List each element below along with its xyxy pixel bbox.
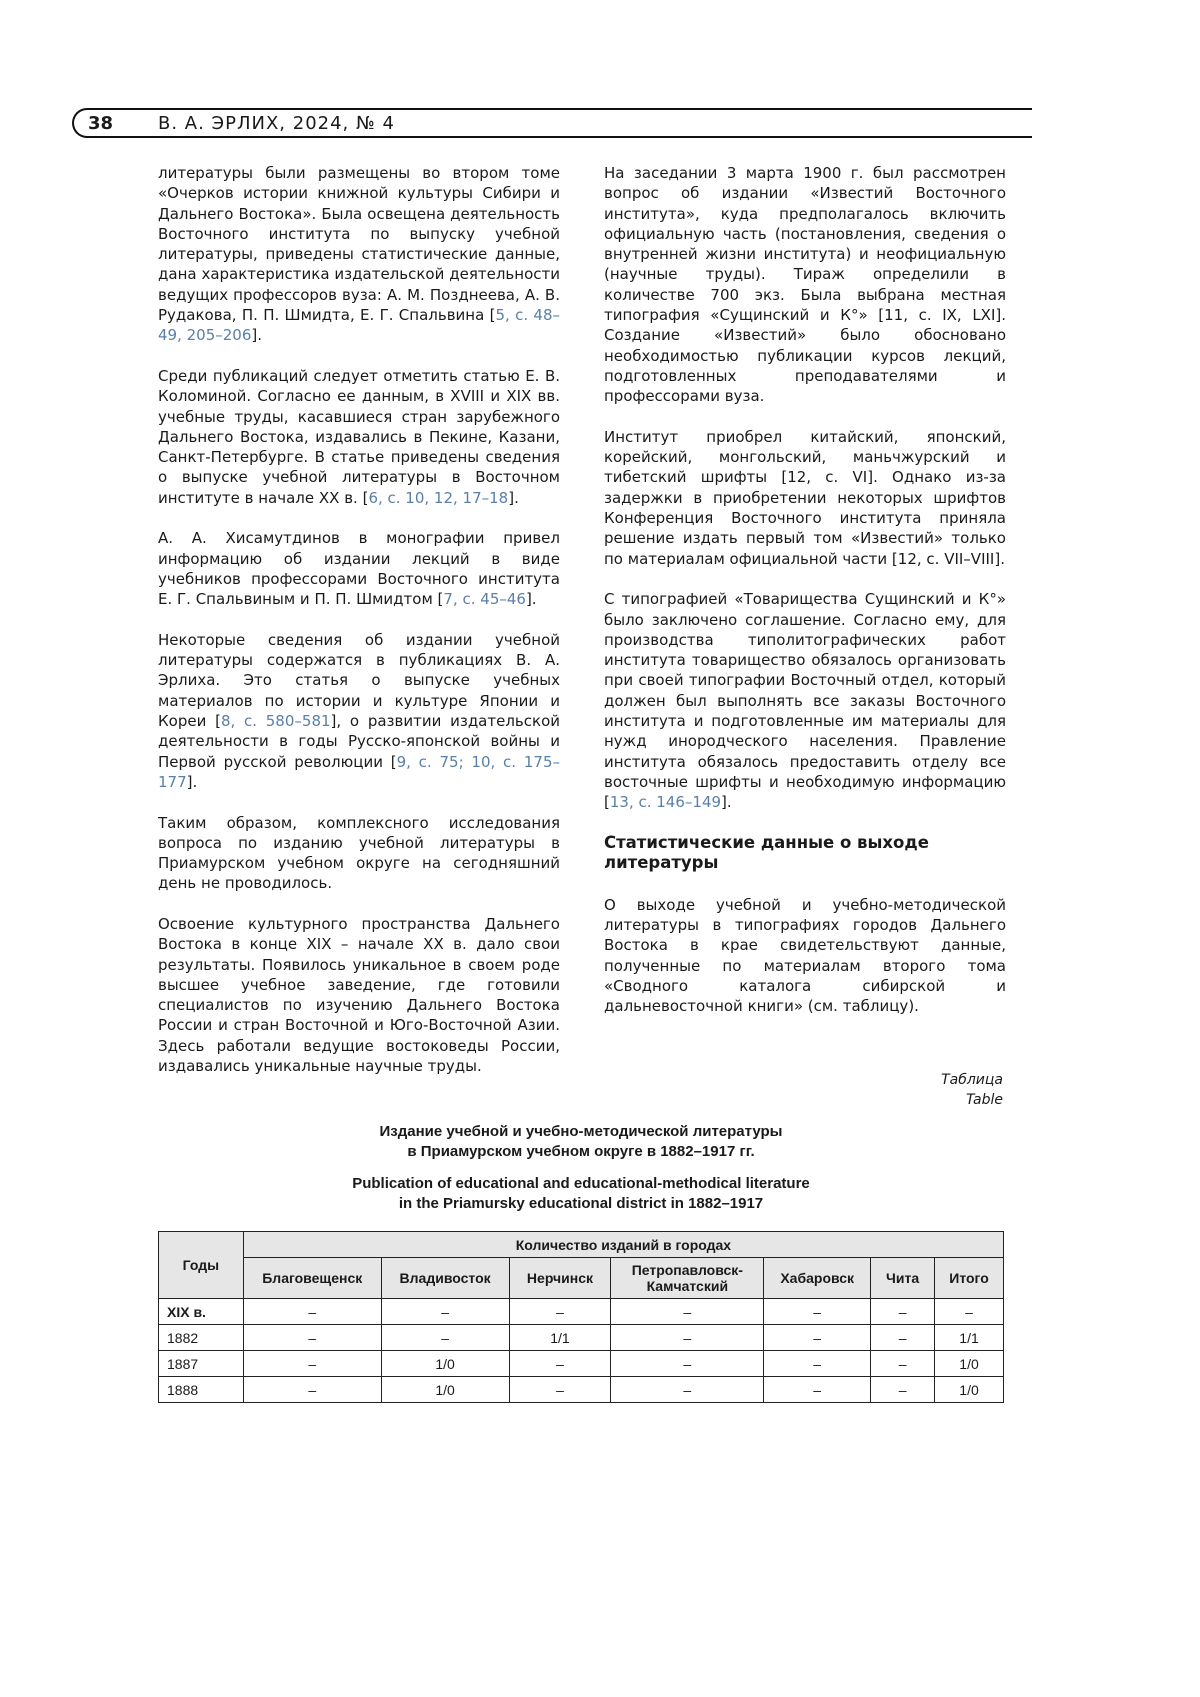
text: ], о развитии издательской деятельности в годы Русско-японской войны и Первой русской революции [ xyxy=(158,712,561,771)
citation-link[interactable]: 6, с. 10, 12, 17–18 xyxy=(368,488,509,507)
value-cell: – xyxy=(871,1299,935,1325)
value-cell: – xyxy=(611,1377,764,1403)
left-column xyxy=(158,163,560,1097)
page-number: 38 xyxy=(88,113,114,134)
table-row xyxy=(159,1325,1004,1351)
text: Некоторые сведения об издании учебной литературы содержатся в публикациях В. А. Эрлиха. Это статья о выпуске учебных материалов по истории и культуре Японии и Кореи [ xyxy=(158,630,560,731)
paragraph xyxy=(158,163,560,346)
value-cell: – xyxy=(764,1377,871,1403)
value-cell: – xyxy=(611,1351,764,1377)
value-cell: – xyxy=(871,1377,935,1403)
value-cell: – xyxy=(764,1351,871,1377)
citation-link[interactable]: 9, с. 75; 10, с. 175–177 xyxy=(158,752,560,791)
year-cell: 1888 xyxy=(159,1377,244,1403)
value-cell: – xyxy=(243,1299,381,1325)
citation-link[interactable]: 7, с. 45–46 xyxy=(443,590,526,609)
value-cell: – xyxy=(509,1299,611,1325)
value-cell: – xyxy=(764,1299,871,1325)
value-cell: – xyxy=(381,1299,509,1325)
value-cell: 1/0 xyxy=(935,1351,1004,1377)
table-row xyxy=(159,1351,1004,1377)
table-row xyxy=(159,1299,1004,1325)
header-city: Нерчинск xyxy=(509,1258,611,1299)
title-line: Publication of educational and educational-methodical literature xyxy=(352,1175,810,1192)
text: литературы были размещены во втором томе «Очерков истории книжной культуры Сибири и Дальнего Востока». Была освещена деятельность Восточного института по выпуску учебной литературы, приведены статистические данные, дана характеристика издательской деятельности ведущих профессоров вуза: А. М. Позднеева, А. В. Рудакова, П. П. Шмидта, Е. Г. Спальвина [ xyxy=(158,164,560,325)
running-title: В. А. ЭРЛИХ, 2024, № 4 xyxy=(158,113,395,134)
paragraph: Освоение культурного пространства Дальнего Востока в конце XIX – начале XX в. дало свои результаты. Появилось уникальное в своем роде высшее учебное заведение, где готовили специалистов по изучению Дальнего Востока России и стран Восточной и Юго-Восточной Азии. Здесь работали ведущие востоковеды России, издавались уникальные научные труды. xyxy=(158,914,560,1076)
text: ]. xyxy=(186,772,198,791)
value-cell: – xyxy=(935,1299,1004,1325)
header-city: Владивосток xyxy=(381,1258,509,1299)
title-line: в Приамурском учебном округе в 1882–1917 гг. xyxy=(407,1143,755,1160)
header-total: Итого xyxy=(935,1258,1004,1299)
value-cell: 1/0 xyxy=(935,1377,1004,1403)
citation-link[interactable]: 13, с. 146–149 xyxy=(609,793,722,812)
header-city: Благовещенск xyxy=(243,1258,381,1299)
value-cell: – xyxy=(871,1325,935,1351)
value-cell: – xyxy=(509,1377,611,1403)
title-line: Издание учебной и учебно-методической литературы xyxy=(379,1123,783,1140)
text: ]. xyxy=(508,488,519,507)
value-cell: – xyxy=(611,1325,764,1351)
paragraph: О выходе учебной и учебно-методической литературы в типографиях городов Дальнего Востока в крае свидетельствуют данные, полученные по материалам второго тома «Сводного каталога сибирской и дальневосточной книги» (см. таблицу). xyxy=(604,895,1006,1016)
header-city: Петропавловск-Камчатский xyxy=(611,1258,764,1299)
paragraph xyxy=(158,528,560,609)
running-header xyxy=(72,108,1032,138)
value-cell: 1/1 xyxy=(935,1325,1004,1351)
value-cell: – xyxy=(381,1325,509,1351)
header-city: Чита xyxy=(871,1258,935,1299)
value-cell: 1/0 xyxy=(381,1377,509,1403)
value-cell: 1/0 xyxy=(381,1351,509,1377)
title-line: in the Priamursky educational district in 1882–1917 xyxy=(398,1195,764,1212)
header-group: Количество изданий в городах xyxy=(243,1232,1003,1258)
value-cell: – xyxy=(871,1351,935,1377)
year-cell: 1887 xyxy=(159,1351,244,1377)
table-label xyxy=(941,1070,1003,1110)
paragraph xyxy=(158,630,560,792)
text: ]. xyxy=(525,590,537,609)
paragraph: На заседании 3 марта 1900 г. был рассмотрен вопрос об издании «Известий Восточного института», куда предполагалось включить официальную часть (постановления, сведения о внутренней жизни института) и неофициальную (научные труды). Тираж определили в количестве 700 экз. Была выбрана местная типография «Сущинский и К°» [11, с. IX, LXI]. Создание «Известий» было обосновано необходимостью публикации курсов лекций, подготовленных преподавателями и профессорами вуза. xyxy=(604,164,1006,406)
value-cell: – xyxy=(243,1377,381,1403)
table-title-en xyxy=(158,1174,1004,1214)
citation-link[interactable]: 5, с. 48–49, 205–206 xyxy=(158,306,561,345)
text: А. А. Хисамутдинов в монографии привел информацию об издании лекций в виде учебников профессорами Восточного института Е. Г. Спальвиным и П. П. Шмидтом [ xyxy=(158,529,560,609)
value-cell: – xyxy=(764,1325,871,1351)
paragraph: Институт приобрел китайский, японский, корейский, монгольский, маньчжурский и тибетский шрифты [12, с. VI]. Однако из-за задержки в приобретении некоторых шрифтов Конференция Восточного института приняла решение издать первый том «Известий» только по материалам официальной части [12, с. VII–VIII]. xyxy=(604,427,1006,568)
table-row xyxy=(159,1377,1004,1403)
value-cell: – xyxy=(611,1299,764,1325)
citation-link[interactable]: 8, с. 580–581 xyxy=(220,712,331,731)
table-title-ru xyxy=(158,1122,1004,1162)
table-label-en: Table xyxy=(965,1092,1003,1108)
year-cell: XIX в. xyxy=(159,1299,244,1325)
value-cell: – xyxy=(509,1351,611,1377)
text: С типографией «Товарищества Сущинский и К°» было заключено соглашение. Согласно ему, для производства типолитографических работ института товарищество обязалось организовать при своей типографии Восточный отдел, который должен был выполнять все заказы Восточного института и подготовленные им материалы для нужд инородческого населения. Правление института обязалось предоставить отделу все восточные шрифты и необходимую информацию [ xyxy=(604,590,1006,812)
value-cell: 1/1 xyxy=(509,1325,611,1351)
table-label-ru: Таблица xyxy=(941,1072,1003,1088)
section-heading: Статистические данные о выходе литературы xyxy=(604,832,929,872)
value-cell: – xyxy=(243,1351,381,1377)
value-cell: – xyxy=(243,1325,381,1351)
paragraph xyxy=(158,366,560,508)
paragraph xyxy=(604,589,1006,812)
right-column xyxy=(604,163,1006,1037)
text: Среди публикаций следует отметить статью Е. В. Коломиной. Согласно ее данным, в XVIII и XIX вв. учебные труды, касавшиеся стран зарубежного Дальнего Востока, издавались в Пекине, Казани, Санкт-Петербурге. В статье приведены сведения о выпуске учебной литературы в Восточном институте в начале XX в. [ xyxy=(158,366,560,507)
header-years: Годы xyxy=(159,1232,244,1299)
text: ]. xyxy=(721,793,732,812)
text: ]. xyxy=(251,326,263,345)
data-table xyxy=(158,1231,1004,1403)
header-city: Хабаровск xyxy=(764,1258,871,1299)
year-cell: 1882 xyxy=(159,1325,244,1351)
paragraph: Таким образом, комплексного исследования вопроса по изданию учебной литературы в Приамурском учебном округе на сегодняшний день не проводилось. xyxy=(158,813,560,893)
